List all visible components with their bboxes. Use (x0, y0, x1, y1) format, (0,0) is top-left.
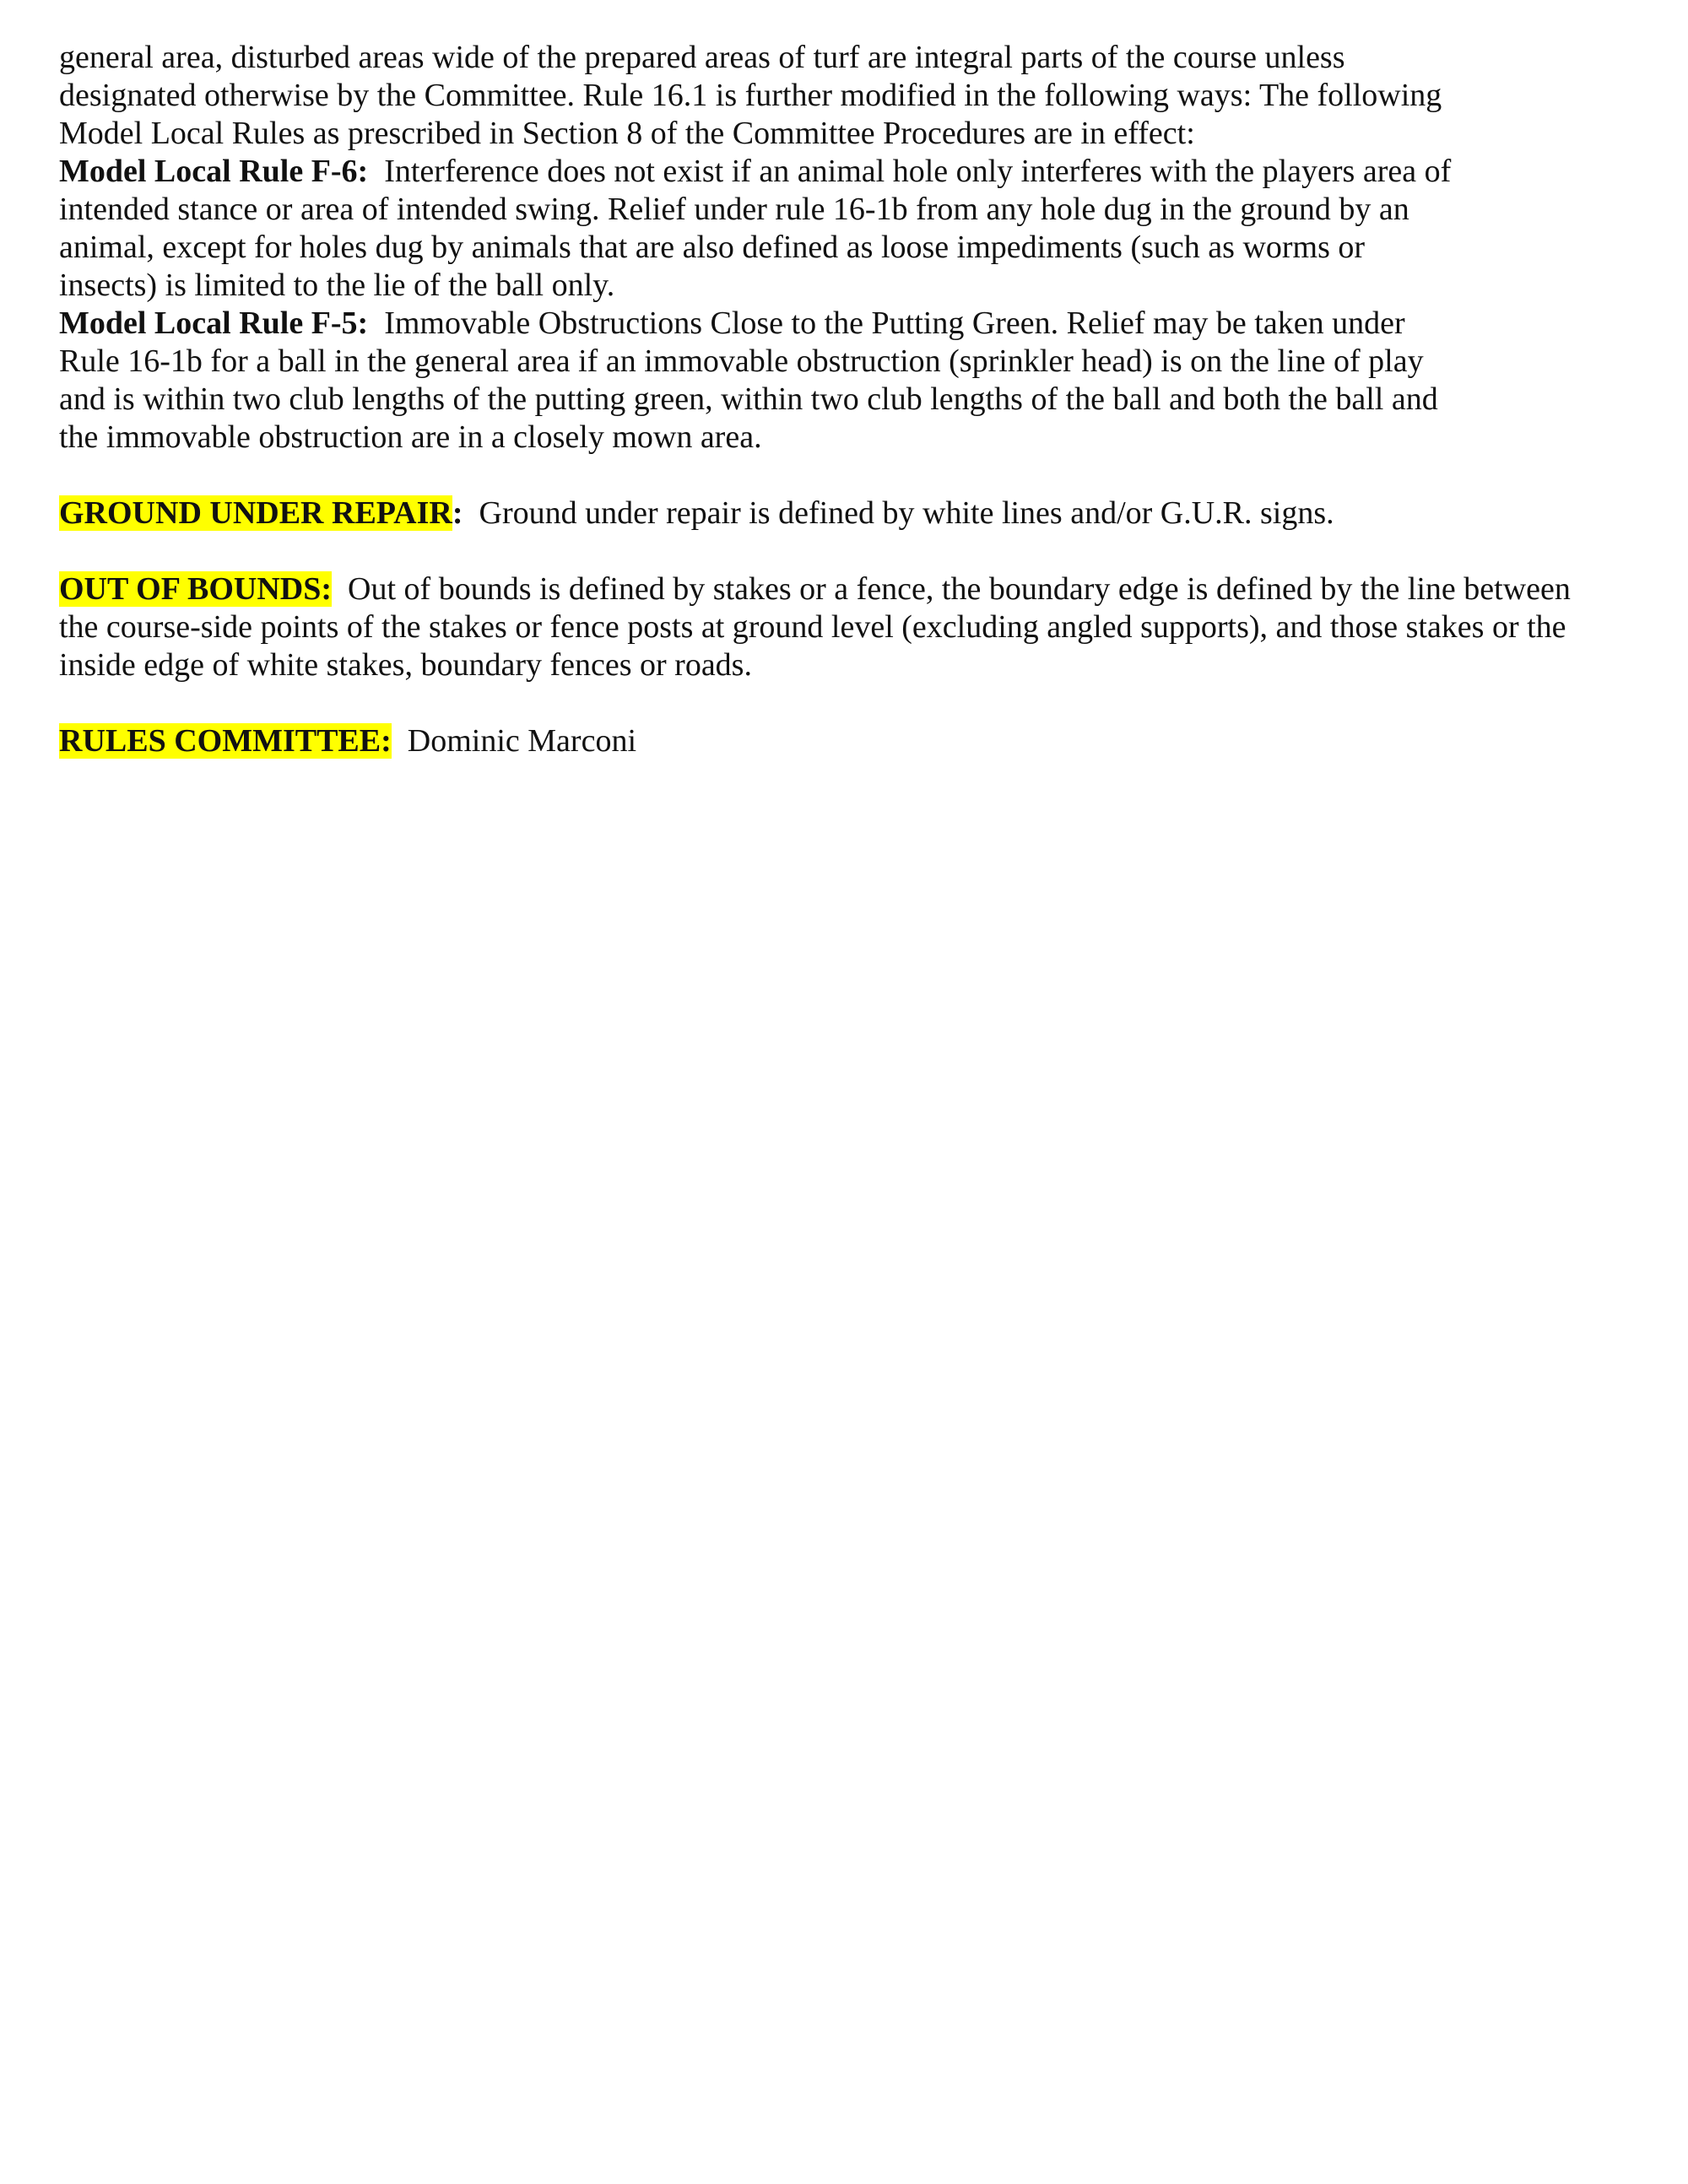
gur-label: GROUND UNDER REPAIR (59, 495, 452, 531)
rc-label: RULES COMMITTEE: (59, 723, 392, 759)
oob-label: OUT OF BOUNDS: (59, 571, 333, 607)
gur-line-1 (59, 495, 1646, 532)
rule-f5-line-4: the immovable obstruction are in a closely mown area. (59, 419, 762, 455)
spacer (59, 684, 1646, 722)
rule-f5-line-3: and is within two club lengths of the putting green, within two club lengths of the ball and both the ball and (59, 381, 1438, 417)
intro-line-1: general area, disturbed areas wide of the prepared areas of turf are integral parts of the course unless (59, 40, 1345, 75)
out-of-bounds-paragraph (59, 570, 1646, 684)
intro-line-2: designated otherwise by the Committee. Rule 16.1 is further modified in the following ways: The following (59, 78, 1442, 113)
rule-f6-text-1: Interference does not exist if an animal hole only interferes with the players area of (368, 154, 1452, 189)
intro-line-3: Model Local Rules as prescribed in Section 8 of the Committee Procedures are in effect: (59, 116, 1195, 151)
document-page (59, 39, 1646, 760)
rule-f5-line-2: Rule 16-1b for a ball in the general area if an immovable obstruction (sprinkler head) is on the line of play (59, 343, 1424, 379)
rule-f5-label: Model Local Rule F-5: (59, 305, 369, 341)
oob-text-1: Out of bounds is defined by stakes or a fence, the boundary edge is defined by the line between (332, 571, 1571, 607)
intro-paragraph (59, 39, 1646, 153)
rc-line-1 (59, 722, 1646, 760)
rule-f6-label: Model Local Rule F-6: (59, 154, 369, 189)
rc-text: Dominic Marconi (391, 723, 636, 759)
oob-line-3: inside edge of white stakes, boundary fences or roads. (59, 647, 752, 683)
rules-committee-paragraph (59, 722, 1646, 760)
rule-f5-paragraph (59, 305, 1646, 457)
rule-f6-line-2: intended stance or area of intended swing. Relief under rule 16-1b from any hole dug in the ground by an (59, 192, 1409, 227)
rule-f6-line-3: animal, except for holes dug by animals that are also defined as loose impediments (such as worms or (59, 230, 1366, 265)
rule-f6-line-4: insects) is limited to the lie of the ball only. (59, 268, 615, 303)
oob-line-1 (59, 570, 1646, 608)
gur-text: Ground under repair is defined by white lines and/or G.U.R. signs. (463, 495, 1334, 531)
rule-f5-line-1 (59, 305, 1646, 343)
spacer (59, 457, 1646, 495)
gur-colon: : (452, 495, 463, 531)
ground-under-repair-paragraph (59, 495, 1646, 532)
rule-f6-line-1 (59, 153, 1646, 191)
rule-f6-paragraph (59, 153, 1646, 305)
oob-line-2: the course-side points of the stakes or fence posts at ground level (excluding angled supports), and those stakes or the (59, 609, 1566, 645)
spacer (59, 532, 1646, 570)
rule-f5-text-1: Immovable Obstructions Close to the Putting Green. Relief may be taken under (368, 305, 1405, 341)
